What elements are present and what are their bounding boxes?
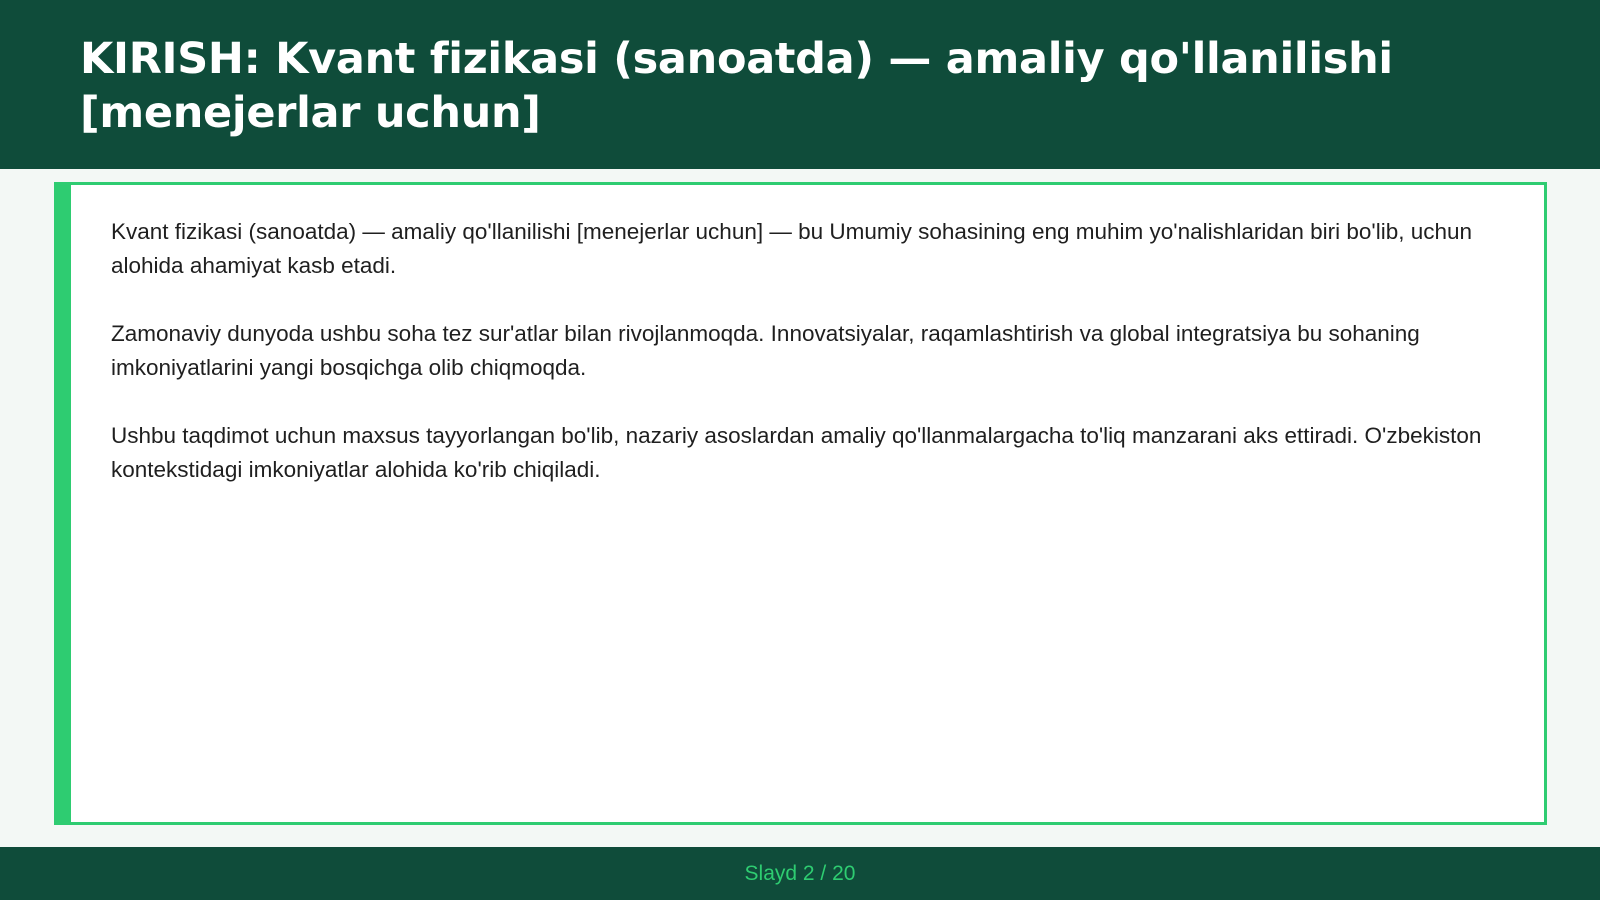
presentation-purpose-paragraph: Ushbu taqdimot uchun maxsus tayyorlangan bo'lib, nazariy asoslardan amaliy qo'llanmalargacha to'liq manzarani aks ettiradi. O'zbekiston kontekstidagi imkoniyatlar alohida ko'rib chiqiladi. (111, 423, 1482, 482)
slide-counter: Slayd 2 / 20 (744, 861, 856, 885)
intro-paragraph: Kvant fizikasi (sanoatda) — amaliy qo'llanilishi [menejerlar uchun] — bu Umumiy sohasining eng muhim yo'nalishlaridan biri bo'lib, uchun alohida ahamiyat kasb etadi. (111, 219, 1473, 278)
content-card (54, 182, 1547, 825)
slide-title: KIRISH: Kvant fizikasi (sanoatda) — amaliy qo'llanilishi [menejerlar uchun] (80, 34, 1393, 138)
slide-footer (0, 847, 1600, 900)
modern-world-paragraph: Zamonaviy dunyoda ushbu soha tez sur'atlar bilan rivojlanmoqda. Innovatsiyalar, raqamlashtirish va global integratsiya bu sohaning imkoniyatlarini yangi bosqichga olib chiqmoqda. (111, 321, 1420, 380)
slide-header (0, 0, 1600, 169)
